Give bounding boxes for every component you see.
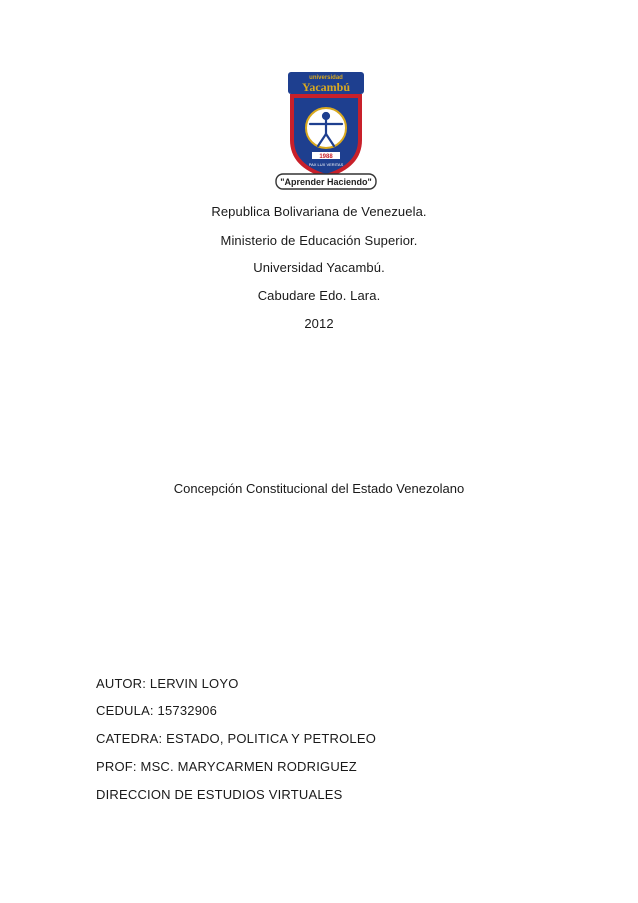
direccion-line: DIRECCION DE ESTUDIOS VIRTUALES — [96, 787, 343, 802]
cedula-line: CEDULA: 15732906 — [96, 703, 217, 718]
logo-motto: "Aprender Haciendo" — [280, 177, 372, 187]
university-logo — [270, 66, 382, 192]
logo-year: 1988 — [319, 154, 333, 160]
author-line: AUTOR: LERVIN LOYO — [96, 676, 239, 691]
header-location: Cabudare Edo. Lara. — [257, 288, 381, 303]
header-republic: Republica Bolivariana de Venezuela. — [211, 204, 427, 219]
header-ministry: Ministerio de Educación Superior. — [220, 233, 418, 248]
logo-bottom-text: PAX LUX VERITAS — [308, 162, 344, 167]
catedra-line: CATEDRA: ESTADO, POLITICA Y PETROLEO — [96, 731, 377, 746]
professor-line: PROF: MSC. MARYCARMEN RODRIGUEZ — [96, 759, 357, 774]
logo-name: Yacambú — [301, 80, 351, 94]
logo-top-text: universidad — [309, 75, 343, 81]
header-university: Universidad Yacambú. — [253, 260, 385, 275]
header-year: 2012 — [304, 316, 334, 331]
document-title: Concepción Constitucional del Estado Venezolano — [173, 481, 465, 496]
